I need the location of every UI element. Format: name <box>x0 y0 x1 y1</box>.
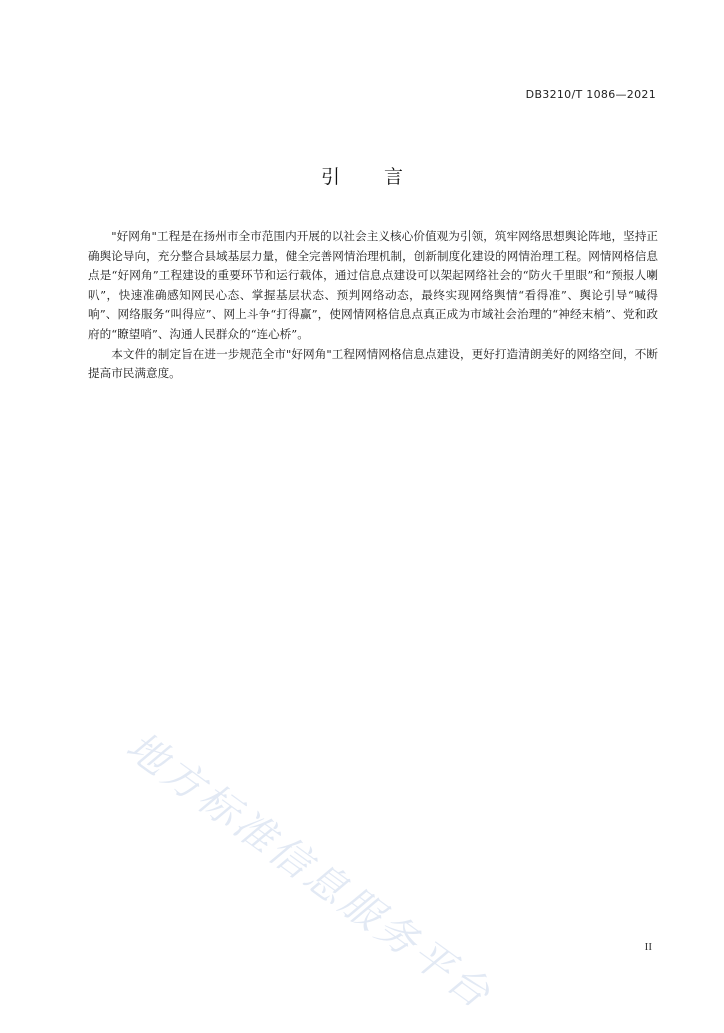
section-title <box>0 162 724 189</box>
introduction-paragraph-1: "好网角"工程是在扬州市全市范围内开展的以社会主义核心价值观为引领，筑牢网络思想舆论阵地，坚持正确舆论导向，充分整合县域基层力量，健全完善网情治理机制，创新制度化建设的网情治理工程。网情网格信息点是“好网角”工程建设的重要环节和运行载体，通过信息点建设可以架起网络社会的“防火千里眼”和“预报人喇叭”，快速准确感知网民心态、掌握基层状态、预判网络动态，最终实现网络舆情“看得准”、舆论引导“喊得响”、网络服务“叫得应”、网上斗争“打得赢”，使网情网格信息点真正成为市域社会治理的“神经末梢”、党和政府的“瞭望哨”、沟通人民群众的“连心桥”。 <box>88 229 658 341</box>
page-number: II <box>644 941 652 953</box>
section-title-part1: 引 <box>320 166 340 188</box>
introduction-body <box>88 227 658 384</box>
watermark: 地方标准信息服务平台 <box>117 723 501 1020</box>
introduction-paragraph-2: 本文件的制定旨在进一步规范全市"好网角"工程网情网格信息点建设，更好打造清朗美好的网络空间，不断提高市民满意度。 <box>88 346 658 381</box>
document-code: DB3210/T 1086—2021 <box>525 88 656 101</box>
section-title-part2: 言 <box>384 166 404 188</box>
